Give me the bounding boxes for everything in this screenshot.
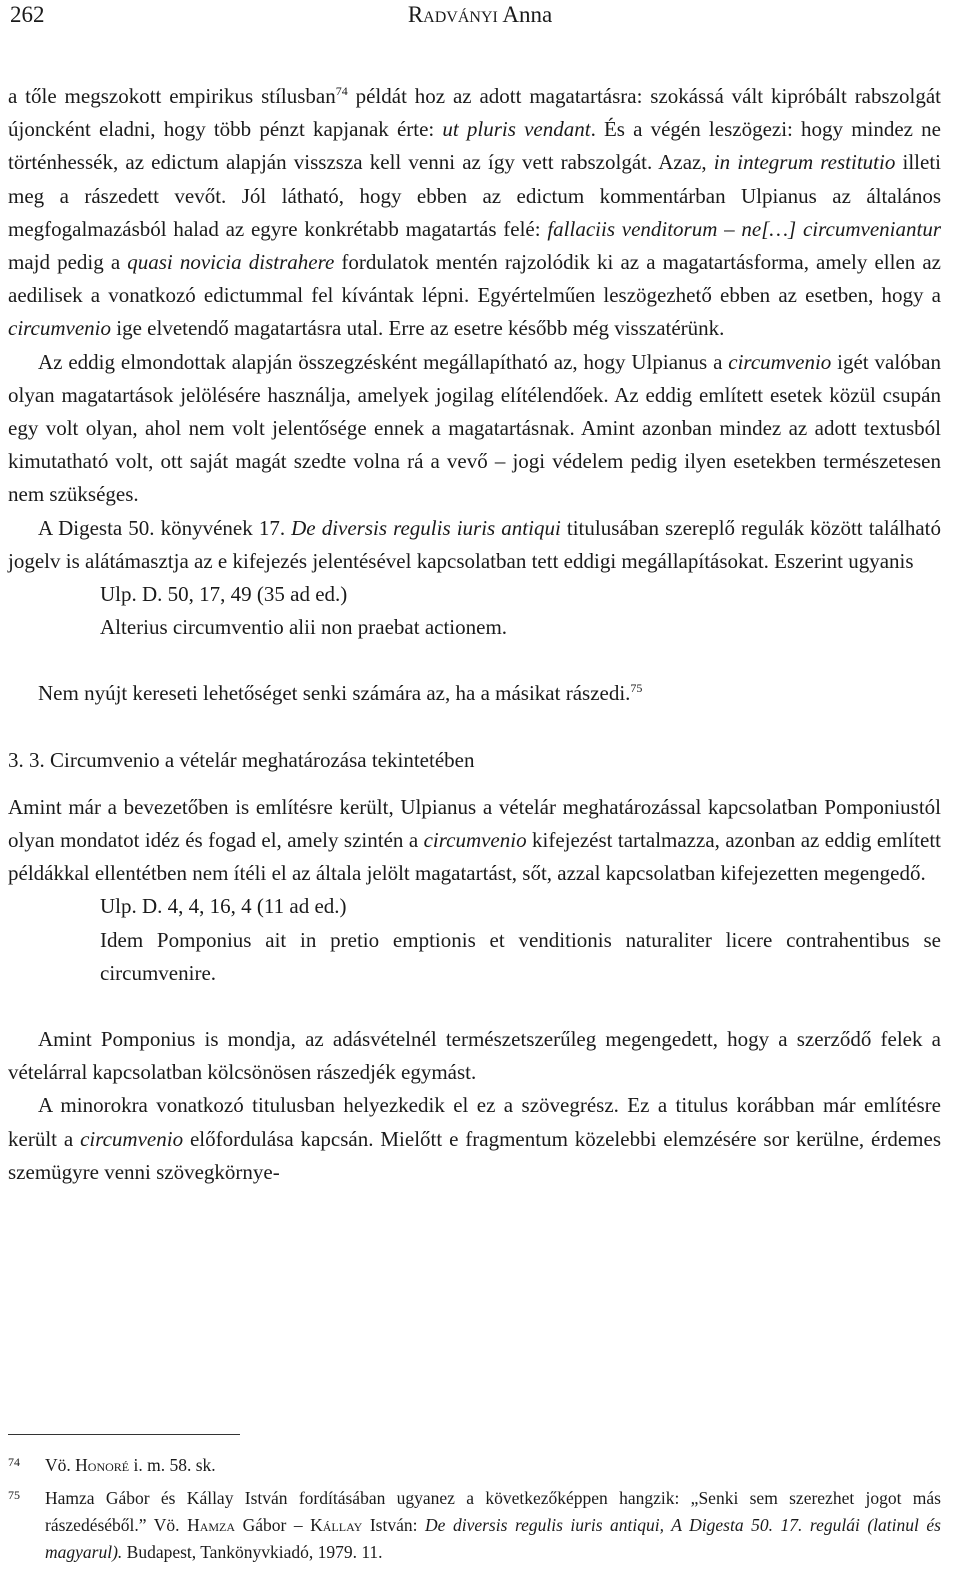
text-run: Hamza Gábor és Kállay István fordításában ugyanez a következőképpen hangzik: „Senki sem szerezhet jogot más rászedéséből.” Vö. <box>45 1488 941 1535</box>
block-quote-2 <box>8 890 941 990</box>
text-run: A Digesta 50. könyvének 17. <box>38 515 292 540</box>
text-run: előfordulása kapcsán. Mielőtt e fragmentum közelebbi elemzésére sor kerülne, érdemes szemügyre venni szövegkörnye- <box>8 1126 941 1184</box>
footnote-number: 74 <box>8 1455 20 1469</box>
text-run: majd pedig a <box>8 250 128 275</box>
text-run: A minorokra vonatkozó titulusban helyezkedik el ez a szövegrész. Ez a titulus korábban már említésre került a <box>8 1093 941 1151</box>
text-run: . És a végén leszögezi: hogy mindez ne történhessék, az edictum alapján visszsza kell venni az így vett rabszolgát. Azaz, <box>8 117 941 175</box>
footnote-number: 75 <box>8 1488 20 1502</box>
text-run: titulusában szereplő regulák között található jogelv is alátámasztja az e kifejezés jelentésével kapcsolatban tett eddigi megállapításokat. Eszerint ugyanis <box>8 515 942 573</box>
book-title: De diversis regulis iuris antiqui, A Digesta 50. 17. regulái (latinul és magyarul). <box>45 1515 941 1562</box>
text-run: kifejezést tartalmazza, azonban az eddig említett példákkal ellentétben nem ítéli el az általa jelölt magatartást, sőt, azzal kapcsolatban kifejezetten megengedő. <box>8 828 941 886</box>
text-run: a tőle megszokott empirikus stílusban <box>8 84 336 108</box>
paragraph-2 <box>8 346 941 512</box>
paragraph-5 <box>8 791 941 891</box>
spacer <box>8 990 941 1023</box>
paragraph-3 <box>8 512 941 578</box>
latin-term: circumvenio <box>80 1126 184 1151</box>
latin-term: circumvenio <box>728 349 832 374</box>
latin-term: quasi novicia distrahere <box>127 250 335 275</box>
latin-term: circumvenio <box>8 316 112 341</box>
running-header <box>0 2 960 32</box>
paragraph-6 <box>8 1023 941 1089</box>
running-head-author <box>0 2 960 28</box>
section-title: Circumvenio a vételár meghatározása tekintetében <box>50 747 475 772</box>
quote-text: Alterius circumventio alii non praebat actionem. <box>100 615 508 640</box>
author-name: Kállay <box>310 1515 363 1535</box>
latin-term: fallaciis venditorum – ne[…] circumveniantur <box>547 216 941 241</box>
footnote-ref-74[interactable]: 74 <box>335 84 348 98</box>
author-last-name: Anna <box>502 2 553 27</box>
text-run: Amint már a bevezetőben is említésre került, Ulpianus a vételár meghatározással kapcsolatban Pomponiustól olyan mondatot idéz és fogad el, amely szintén a <box>8 794 941 853</box>
text-run: igét valóban olyan magatartások jelölésére használja, amelyek jogilag elítélendőek. Az eddig említett esetek közül csupán egy volt olyan, ahol nem volt jelentősége ennek a magatartásnak. Amint azonban mindez az adott textusból kimutatható volt, ott saját magát szedte volna rá a vevő – jogi védelem pedig ilyen esetekben természetesen nem szükséges. <box>8 349 941 507</box>
text-run: István: <box>362 1515 426 1535</box>
latin-term: circumvenio <box>423 828 527 853</box>
text-run: Amint Pomponius is mondja, az adásvételnél természetszerűleg megengedett, hogy a szerződő felek a vételárral kapcsolatban kölcsönösen rászedjék egymást. <box>8 1027 941 1085</box>
quote-reference: Ulp. D. 4, 4, 16, 4 (11 ad ed.) <box>100 894 347 919</box>
title-italic: De diversis regulis iuris antiqui <box>291 515 561 540</box>
text-run: i. m. 58. sk. <box>129 1455 216 1475</box>
text-run: Gábor – <box>235 1515 311 1535</box>
main-text <box>8 80 941 1189</box>
text-run: példát hoz az adott magatartásra: szokássá vált kipróbált rabszolgát újoncként eladni, hogy több pénzt kapjanak érte: <box>8 84 941 142</box>
footnote-ref-75[interactable]: 75 <box>630 681 643 696</box>
page-number: 262 <box>10 2 45 27</box>
latin-term: ut pluris vendant <box>442 117 591 142</box>
author-name: Hamza <box>187 1515 236 1535</box>
footnote-75 <box>8 1485 941 1566</box>
footnotes <box>8 1452 941 1572</box>
text-run: Az eddig elmondottak alapján összegzésként megállapítható az, hogy Ulpianus a <box>38 349 729 374</box>
author-first-name: Radványi <box>407 2 498 27</box>
latin-term: in integrum restitutio <box>713 150 896 175</box>
footnote-divider <box>8 1434 240 1435</box>
text-run: Nem nyújt kereseti lehetőséget senki számára az, ha a másikat rászedi. <box>38 681 631 706</box>
paragraph-7 <box>8 1089 941 1189</box>
quote-text: Idem Pomponius ait in pretio emptionis et venditionis naturaliter licere contrahentibus se circumvenire. <box>100 927 941 985</box>
section-heading <box>8 744 941 777</box>
paragraph-1 <box>8 80 941 346</box>
footnote-74 <box>8 1452 941 1479</box>
text-run: Vö. <box>45 1455 76 1475</box>
author-name: Honoré <box>75 1455 130 1475</box>
section-number: 3. 3. <box>8 747 45 772</box>
text-run: fordulatok mentén rajzolódik ki az a magatartásforma, amely ellen az aedilisek a vonatkozó edictummal fel kívántak lépni. Egyértelműen leszögezhető ebben az esetben, hogy a <box>8 250 941 308</box>
text-run: illeti meg a rászedett vevőt. Jól látható, hogy ebben az edictum kommentárban Ulpianus az általános megfogalmazásból halad az egyre konkrétabb magatartás felé: <box>8 150 941 241</box>
text-run: ige elvetendő magatartásra utal. Erre az esetre később még visszatérünk. <box>111 316 725 341</box>
block-quote-1 <box>8 578 941 644</box>
quote-reference: Ulp. D. 50, 17, 49 (35 ad ed.) <box>100 582 348 607</box>
paragraph-4-translation <box>8 677 941 710</box>
spacer <box>8 644 941 677</box>
text-run: Budapest, Tankönyvkiadó, 1979. 11. <box>122 1542 383 1562</box>
